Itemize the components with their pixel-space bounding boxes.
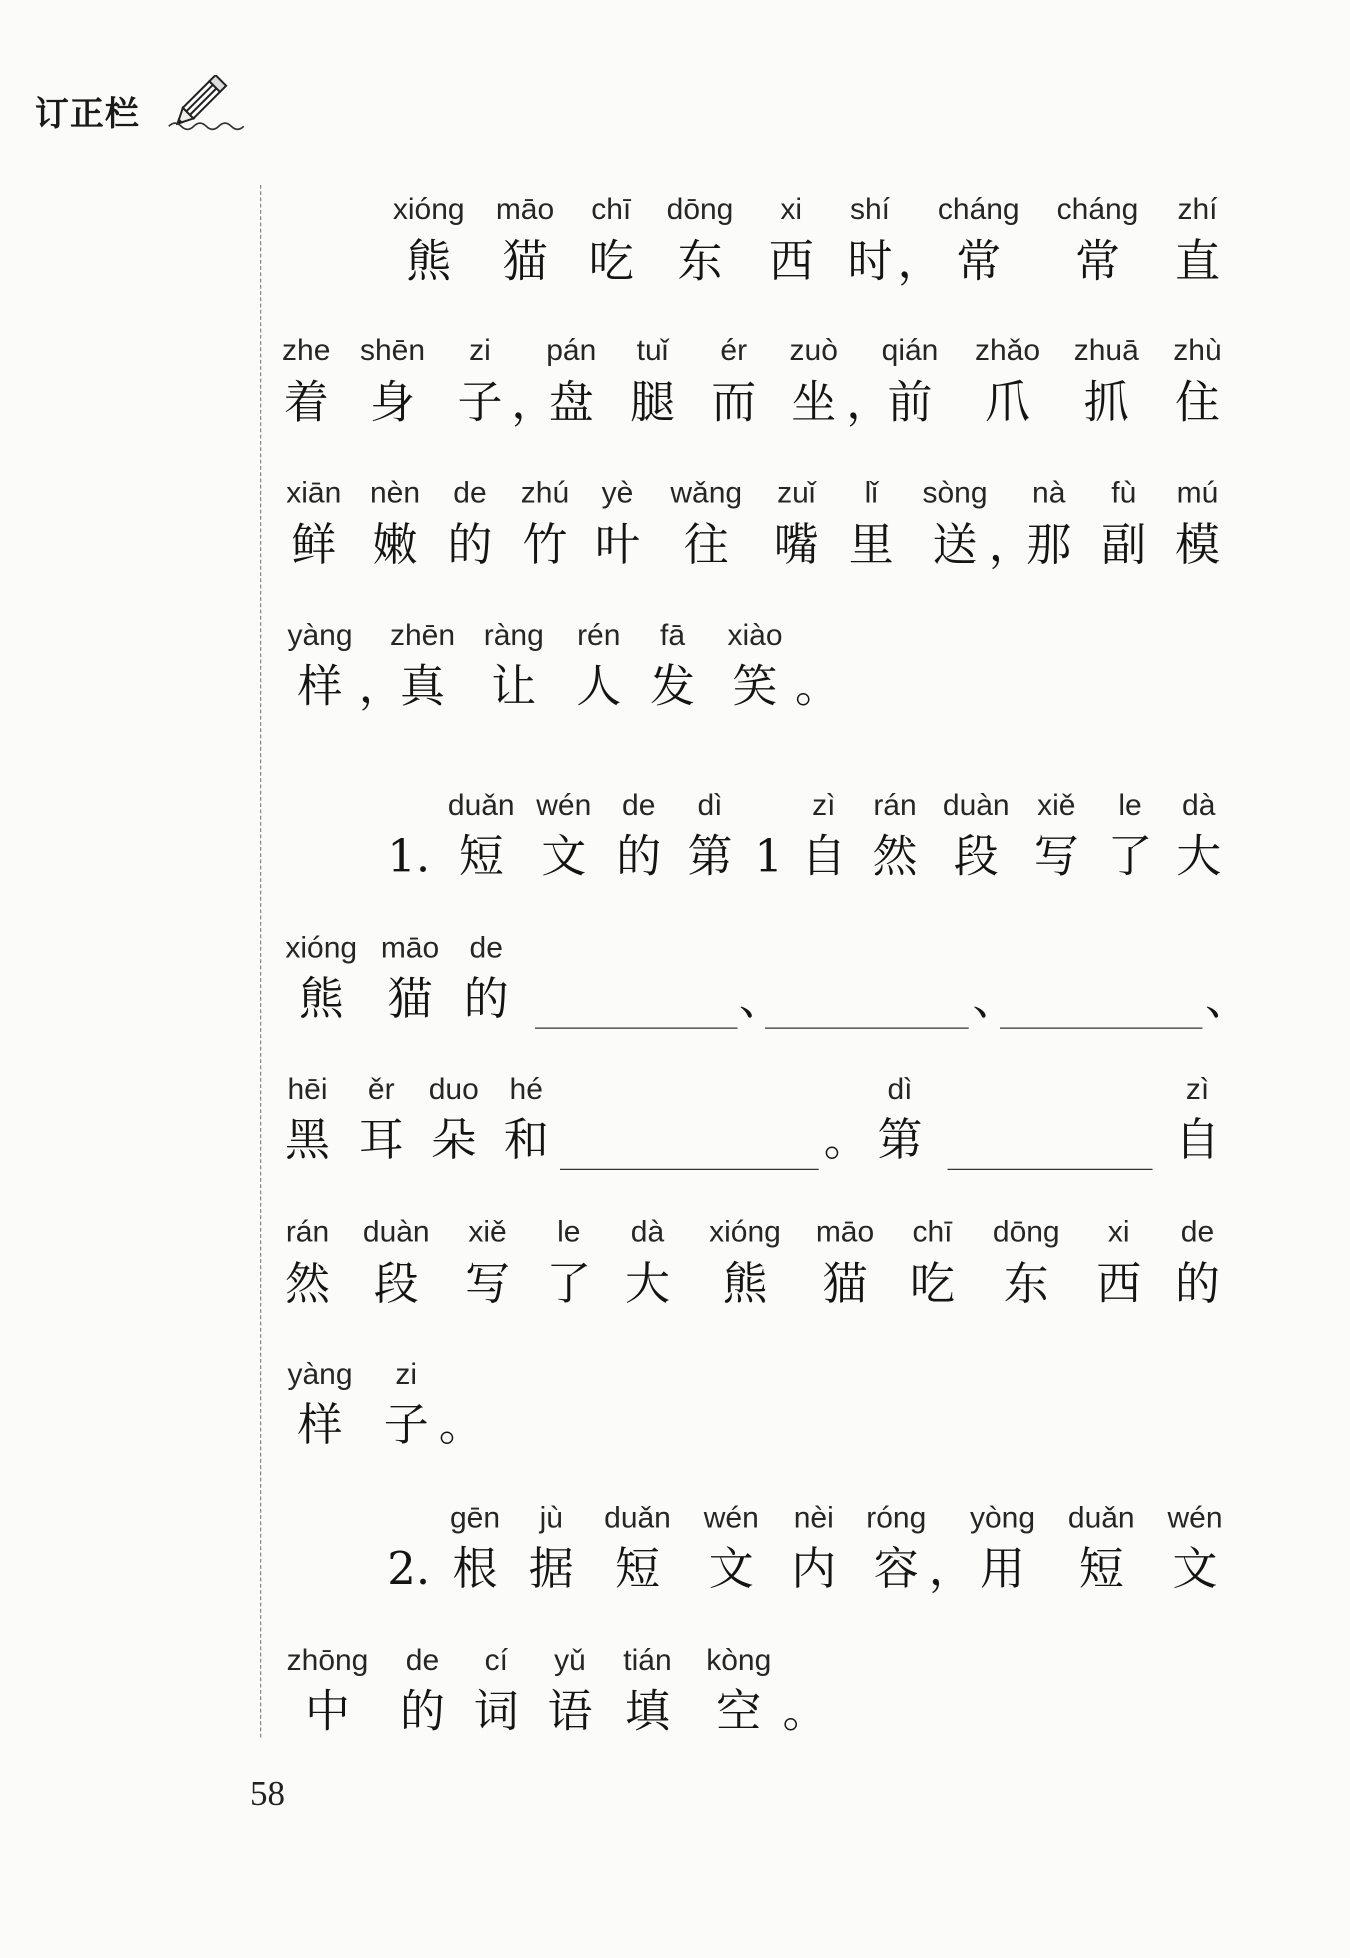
pinyin-syllable: zhú [520,476,570,510]
punctuation-mark: ， [928,1543,974,1595]
hanzi-character: 据 [528,1543,574,1595]
hanzi-character: 空 [716,1686,762,1738]
pinyin-syllable: de [622,788,656,823]
hanzi-character: 熊 [722,1258,768,1310]
pinyin-syllable: māo [380,931,440,965]
pinyin-syllable: de [453,476,487,510]
hanzi-character: 往 [683,520,729,572]
hanzi-character: 腿 [629,377,676,429]
hanzi-character: 吃 [588,236,634,288]
pinyin-syllable: xi [780,192,803,227]
pinyin-syllable: wén [1167,1501,1223,1535]
hanzi-character: 笑 [732,661,778,713]
pinyin-syllable: yǔ [554,1643,586,1678]
pinyin-syllable: zi [395,1357,418,1392]
pinyin-syllable: shēn [359,333,426,368]
pinyin-syllable: zì [812,788,836,823]
hanzi-character: 填 [624,1686,671,1738]
pinyin-syllable: róng [866,1501,927,1535]
punctuation-mark: 。 [823,1115,869,1167]
pinyin-syllable: hēi [287,1072,328,1107]
hanzi-character: 的 [399,1686,446,1738]
pinyin-syllable: le [557,1215,581,1249]
hanzi-character: 的 [1174,1258,1221,1310]
hanzi-character: 吃 [909,1258,956,1310]
hanzi-character: 模 [1174,520,1221,572]
hanzi-character: 叶 [594,520,641,572]
answer-blank [765,1028,969,1029]
pinyin-syllable: xiào [727,618,783,653]
pinyin-syllable: dì [887,1072,913,1107]
pinyin-syllable: nèi [793,1501,834,1535]
pinyin-syllable: dà [630,1215,665,1249]
answer-blank [535,1028,738,1029]
hanzi-character: 文 [541,831,587,883]
pinyin-syllable: xiě [468,1215,507,1249]
pinyin-syllable: zhōng [286,1643,369,1678]
pinyin-syllable: hé [509,1072,543,1107]
punctuation-mark: ， [988,520,1034,572]
pinyin-syllable: rán [285,1215,330,1249]
hanzi-character: 熊 [406,236,452,288]
hanzi-character: 子 [457,377,503,429]
hanzi-character: 样 [297,661,343,713]
hanzi-character: 西 [768,236,814,288]
hanzi-character: 盘 [548,377,594,429]
pinyin-syllable: dōng [992,1215,1060,1249]
page-number: 58 [250,1775,285,1814]
dashed-margin-line [260,185,261,1738]
hanzi-character: 大 [624,1258,671,1310]
pinyin-syllable: qián [881,333,939,368]
hanzi-character: 坐 [791,377,837,429]
hanzi-character: 黑 [284,1115,331,1167]
pinyin-syllable: xiān [286,476,342,510]
hanzi-character: 中 [304,1686,351,1738]
pinyin-syllable: zuǐ [777,476,816,510]
hanzi-character: 嫩 [372,520,418,572]
hanzi-character: 前 [887,377,933,429]
pinyin-syllable: shí [849,192,891,227]
hanzi-character: 然 [284,1258,331,1310]
pinyin-syllable: rán [873,788,917,823]
hanzi-character: 时 [847,236,893,288]
pinyin-syllable: chī [591,192,632,227]
hanzi-character: 抓 [1083,377,1129,429]
hanzi-character: 自 [1174,1115,1221,1167]
hanzi-character: 自 [801,831,847,883]
hanzi-character: 写 [464,1258,511,1310]
hanzi-character: 了 [546,1258,592,1310]
pinyin-syllable: duǎn [447,788,515,823]
pinyin-syllable: dì [697,788,723,823]
hanzi-character: 然 [872,831,918,883]
pinyin-syllable: zhe [282,333,331,368]
pinyin-syllable: zhēn [389,618,456,653]
pinyin-syllable: xióng [285,931,358,965]
pinyin-syllable: pán [546,333,597,368]
hanzi-character: 第 [877,1115,923,1167]
hanzi-character: 而 [711,377,757,429]
hanzi-character: 段 [953,831,999,883]
answer-blank [560,1169,819,1170]
hanzi-character: 爪 [984,377,1031,429]
hanzi-character: 耳 [358,1115,404,1167]
hanzi-character: 住 [1174,377,1221,429]
pinyin-syllable: sòng [922,476,988,510]
pinyin-syllable: chī [912,1215,953,1249]
hanzi-character: 文 [1172,1543,1218,1595]
punctuation-mark: 、 [972,973,1018,1025]
hanzi-character: 短 [1078,1543,1124,1595]
question-number: 1. [387,831,431,883]
pinyin-syllable: lǐ [864,476,878,510]
answer-blank [1000,1028,1203,1029]
punctuation-mark: 。 [782,1686,828,1738]
hanzi-character: 熊 [298,973,344,1025]
hanzi-character: 语 [547,1686,593,1738]
pinyin-syllable: xiě [1037,788,1076,823]
pinyin-syllable: wén [703,1501,759,1535]
hanzi-character: 副 [1101,520,1147,572]
pinyin-syllable: jù [539,1501,563,1535]
pinyin-syllable: de [405,1643,440,1678]
pinyin-syllable: māo [815,1215,875,1249]
pinyin-syllable: dà [1182,788,1216,823]
hanzi-character: 东 [677,236,723,288]
pinyin-syllable: cháng [1056,192,1139,227]
hanzi-character: 鲜 [291,520,337,572]
punctuation-mark: ， [511,377,557,429]
hanzi-character: 的 [463,973,509,1025]
hanzi-character: 样 [297,1400,343,1452]
pinyin-syllable: duàn [942,788,1010,823]
pinyin-syllable: de [469,931,503,965]
hanzi-character: 短 [614,1543,661,1595]
pinyin-syllable: dōng [666,192,734,227]
pinyin-syllable: ér [720,333,748,368]
pinyin-syllable: cháng [937,192,1020,227]
hanzi-character: 人 [576,661,622,713]
hanzi-character: 的 [616,831,662,883]
hanzi-character: 西 [1096,1258,1142,1310]
pinyin-syllable: zhuā [1073,333,1139,368]
pencil-icon [166,75,254,135]
pinyin-syllable: duàn [362,1215,430,1249]
hanzi-character: 常 [1074,236,1121,288]
pinyin-syllable: xi [1107,1215,1130,1249]
pinyin-syllable: yòng [969,1501,1036,1535]
hanzi-character: 第 [687,831,733,883]
punctuation-mark: ， [358,661,404,713]
pinyin-syllable: nèn [369,476,421,510]
pinyin-syllable: ěr [367,1072,395,1107]
punctuation-mark: 、 [1204,973,1251,1025]
pinyin-syllable: zuò [789,333,838,368]
pinyin-syllable: tián [623,1643,672,1678]
pinyin-syllable: duǎn [604,1501,671,1535]
hanzi-character: 猫 [387,973,433,1025]
pinyin-syllable: yè [601,476,634,510]
hanzi-character: 内 [791,1543,837,1595]
pinyin-syllable: wén [536,788,592,823]
pinyin-syllable: zhǎo [974,333,1041,368]
punctuation-mark: 。 [438,1400,484,1452]
hanzi-character: 那 [1026,520,1072,572]
hanzi-character: 根 [452,1543,498,1595]
hanzi-character: 的 [447,520,493,572]
pinyin-syllable: xióng [709,1215,781,1249]
hanzi-character: 短 [458,831,504,883]
pinyin-syllable: le [1118,788,1142,823]
hanzi-character: 容 [873,1543,919,1595]
hanzi-character: 嘴 [773,520,819,572]
pinyin-syllable: gēn [449,1501,501,1535]
pinyin-syllable: māo [495,192,555,227]
hanzi-character: 朵 [431,1115,477,1167]
pinyin-syllable: xióng [392,192,465,227]
hanzi-character: 大 [1176,831,1222,883]
hanzi-character: 写 [1033,831,1079,883]
hanzi-character: 了 [1107,831,1153,883]
pinyin-syllable: wǎng [670,476,743,510]
pinyin-syllable: de [1180,1215,1215,1249]
pinyin-syllable: yàng [287,1357,353,1392]
hanzi-character: 让 [491,661,537,713]
pinyin-syllable: mú [1176,476,1219,510]
hanzi-character: 直 [1174,236,1221,288]
pinyin-syllable: nà [1032,476,1066,510]
pinyin-syllable: cí [484,1643,508,1678]
hanzi-character: 和 [503,1115,549,1167]
punctuation-mark: ， [897,236,943,288]
hanzi-character: 猫 [822,1258,868,1310]
pinyin-syllable: duo [428,1072,479,1107]
hanzi-character: 发 [649,661,696,713]
hanzi-character: 真 [399,661,446,713]
hanzi-character: 文 [708,1543,754,1595]
hanzi-character: 子 [383,1400,429,1452]
punctuation-mark: ， [846,377,892,429]
pinyin-syllable: zì [1185,1072,1210,1107]
question-number: 2. [387,1543,431,1595]
hanzi-character: 送 [932,520,978,572]
correction-column-title: 订正栏 [35,95,140,134]
pinyin-syllable: rén [577,618,621,653]
pinyin-syllable: ràng [483,618,544,653]
punctuation-mark: 、 [738,973,784,1025]
hanzi-character: 东 [1003,1258,1049,1310]
pinyin-syllable: fù [1111,476,1137,510]
pinyin-syllable: yàng [287,618,353,653]
hanzi-character: 猫 [502,236,548,288]
punctuation-mark: 。 [794,661,841,713]
pinyin-syllable: zi [469,333,491,368]
hanzi-character: 里 [848,520,894,572]
hanzi-character: 词 [473,1686,519,1738]
pinyin-syllable: zhù [1173,333,1222,368]
hanzi-character: 段 [373,1258,419,1310]
pinyin-syllable: fā [659,618,686,653]
hanzi-character: 着 [283,377,329,429]
hanzi-character: 身 [369,377,416,429]
hanzi-character: 用 [979,1543,1026,1595]
question-number: 1 [754,831,784,883]
hanzi-character: 常 [956,236,1002,288]
pinyin-syllable: kòng [706,1643,772,1678]
pinyin-syllable: tuǐ [636,333,669,368]
pinyin-syllable: duǎn [1067,1501,1135,1535]
pinyin-syllable: zhí [1177,192,1218,227]
answer-blank [948,1169,1153,1170]
hanzi-character: 竹 [522,520,568,572]
